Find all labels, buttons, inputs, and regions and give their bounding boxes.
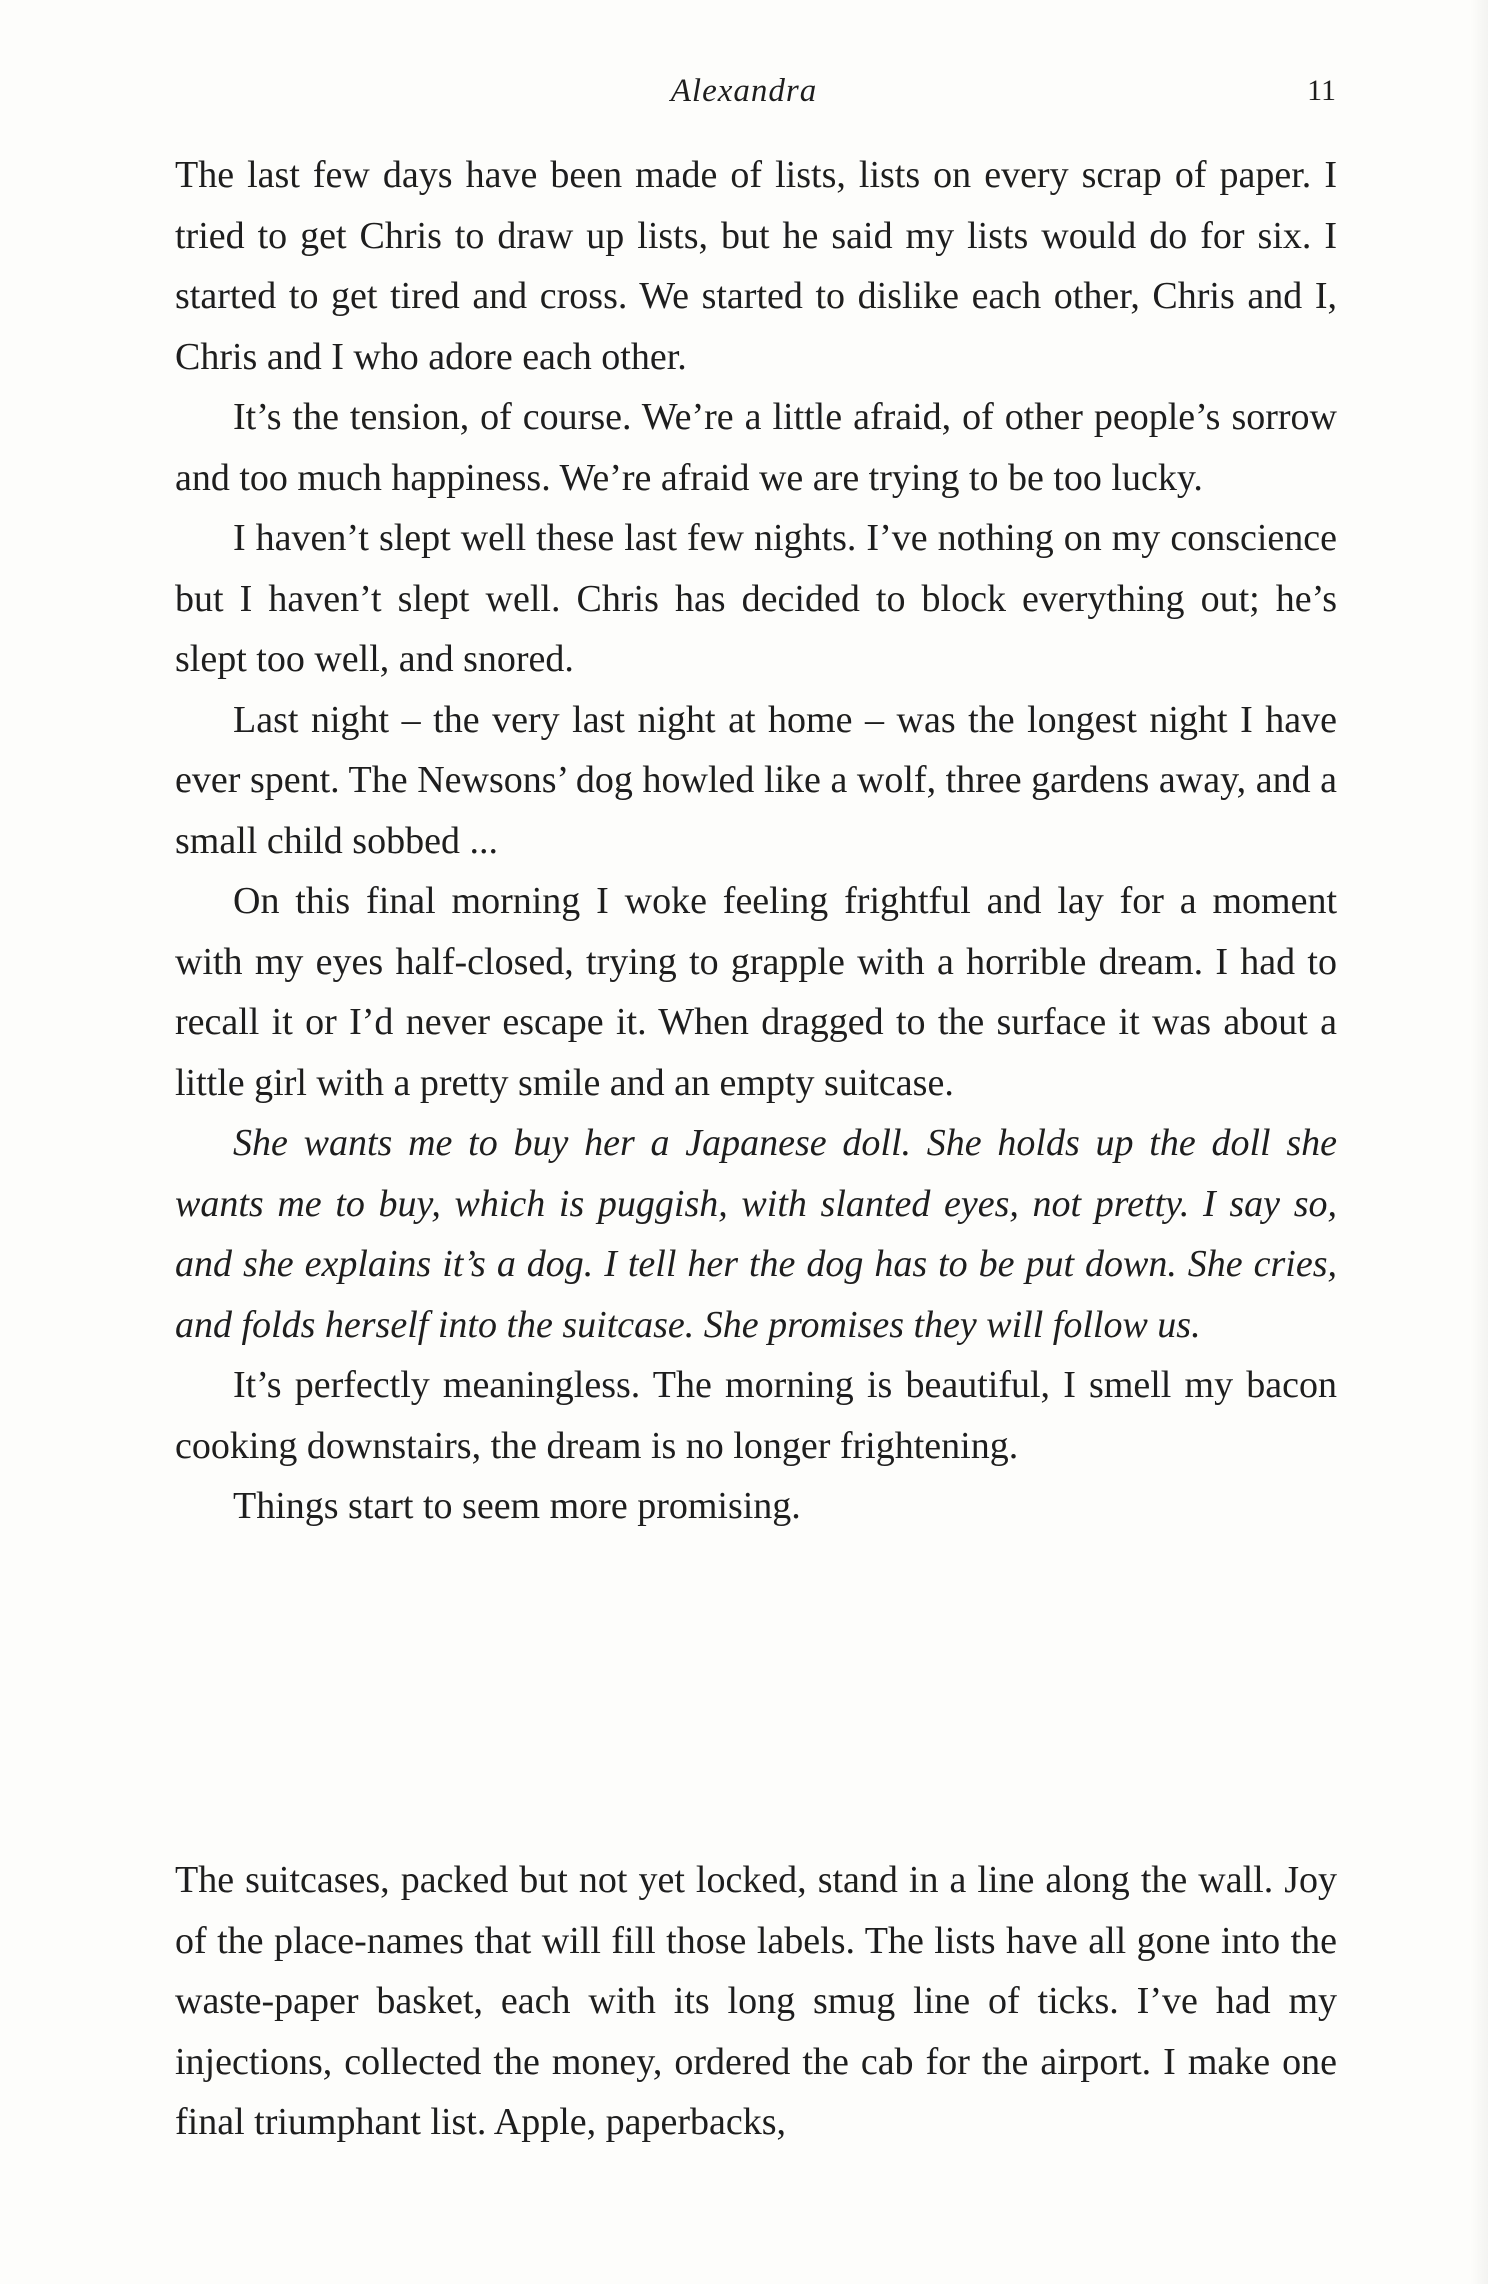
paragraph: On this final morning I woke feeling frightful and lay for a moment with my eyes half-closed, trying to grapple with a horrible dream. I had to recall it or I’d never escape it. When dragged to the surface it was about a little girl with a pretty smile and an empty suitcase. xyxy=(175,880,1337,1104)
running-head xyxy=(0,66,1488,116)
dream-paragraph: She wants me to buy her a Japanese doll. She holds up the doll she wants me to buy, which is puggish, with slanted eyes, not pretty. I say so, and she explains it’s a dog. I tell her the dog has to be put down. She cries, and folds herself into the suitcase. She promises they will follow us. xyxy=(175,1122,1337,1346)
section-2-text xyxy=(175,1850,1337,2153)
paragraph: It’s the tension, of course. We’re a little afraid, of other people’s sorrow and too much happiness. We’re afraid we are trying to be too lucky. xyxy=(175,396,1337,499)
paragraph: Last night – the very last night at home – was the longest night I have ever spent. The Newsons’ dog howled like a wolf, three gardens away, and a small child sobbed ... xyxy=(175,698,1337,862)
paragraph: It’s perfectly meaningless. The morning is beautiful, I smell my bacon cooking downstairs, the dream is no longer frightening. xyxy=(175,1364,1337,1467)
paragraph: The last few days have been made of lists, lists on every scrap of paper. I tried to get Chris to draw up lists, but he said my lists would do for six. I started to get tired and cross. We started to dislike each other, Chris and I, Chris and I who adore each other. xyxy=(175,154,1337,378)
paragraph: Things start to seem more promising. xyxy=(233,1485,801,1527)
paragraph: The suitcases, packed but not yet locked, stand in a line along the wall. Joy of the place-names that will fill those labels. The lists have all gone into the waste-paper basket, each with its long smug line of ticks. I’ve had my injections, collected the money, ordered the cab for the airport. I make one final triumphant list. Apple, paperbacks, xyxy=(175,1859,1337,2143)
paragraph: I haven’t slept well these last few nights. I’ve nothing on my conscience but I haven’t slept well. Chris has decided to block everything out; he’s slept too well, and snored. xyxy=(175,517,1337,680)
scan-edge-shadow xyxy=(1470,0,1488,2284)
page-number: 11 xyxy=(1307,74,1336,107)
section-1-text xyxy=(175,145,1337,1537)
running-title: Alexandra xyxy=(670,73,818,109)
